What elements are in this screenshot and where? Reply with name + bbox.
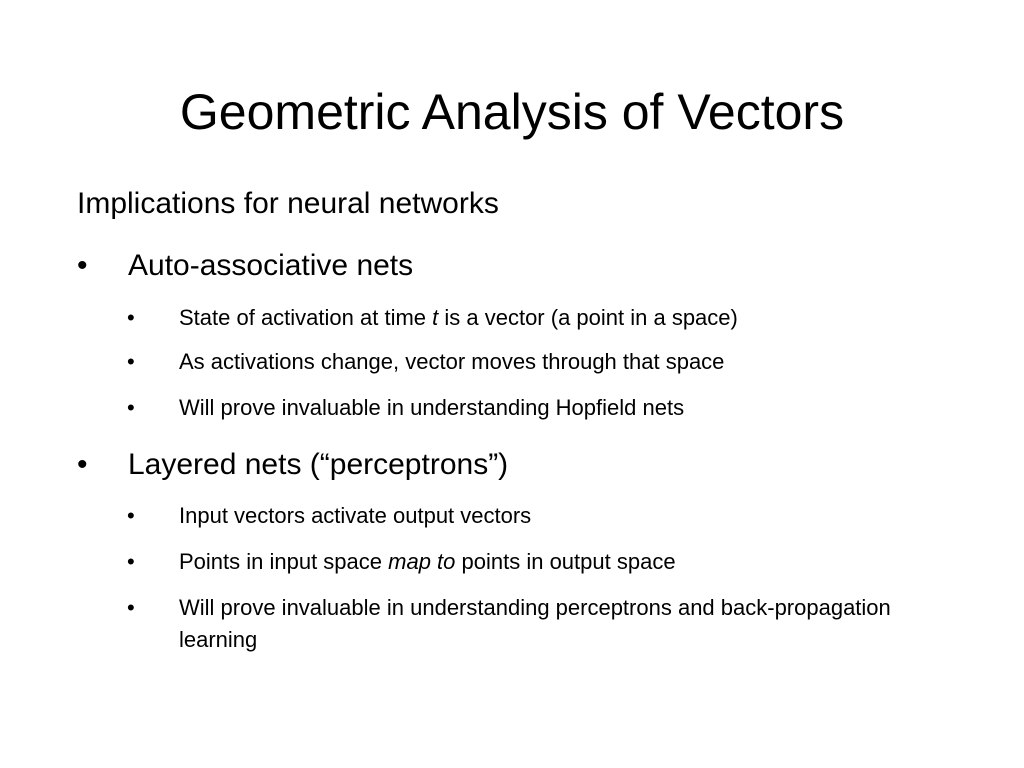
sub-bullet-input-vectors xyxy=(127,500,907,532)
bullet-dot: • xyxy=(127,305,135,330)
sub-bullet-perceptrons-backprop xyxy=(127,592,907,656)
text-segment: points in output space xyxy=(455,549,676,574)
sub-bullet-text: Input vectors activate output vectors xyxy=(179,503,532,528)
text-segment: State of activation at time xyxy=(179,305,433,330)
sub-bullet-text: Will prove invaluable in understanding Hopfield nets xyxy=(179,395,685,420)
sub-bullet-text: As activations change, vector moves through that space xyxy=(179,349,725,374)
bullet-dot: • xyxy=(127,349,135,374)
sub-bullet-activations-change xyxy=(127,346,907,378)
emphasis-text: t xyxy=(432,305,439,330)
bullet-dot: • xyxy=(127,595,135,620)
bullet-dot: • xyxy=(77,249,88,282)
bullet-dot: • xyxy=(127,503,135,528)
text-segment: Points in input space xyxy=(179,549,389,574)
bullet-dot: • xyxy=(127,549,135,574)
sub-bullet-map-to xyxy=(127,546,907,578)
bullet-dot: • xyxy=(77,448,88,481)
section-heading-text: Auto-associative nets xyxy=(128,249,414,282)
sub-bullet-text xyxy=(179,546,907,578)
sub-bullet-text xyxy=(179,302,907,334)
sub-bullet-state-of-activation xyxy=(127,302,907,334)
slide-title: Geometric Analysis of Vectors xyxy=(179,84,845,140)
section-heading-text: Layered nets (“perceptrons”) xyxy=(128,448,509,481)
bullet-dot: • xyxy=(127,395,135,420)
intro-line: Implications for neural networks xyxy=(77,187,499,220)
text-segment: is a vector (a point in a space) xyxy=(438,305,738,330)
sub-bullet-text: Will prove invaluable in understanding perceptrons and back-propagation learning xyxy=(179,595,891,652)
emphasis-text: map to xyxy=(388,549,456,574)
sub-bullet-hopfield xyxy=(127,392,907,424)
